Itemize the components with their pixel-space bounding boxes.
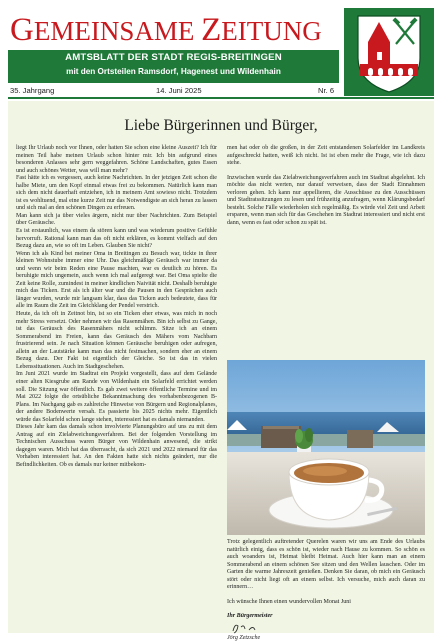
paragraph: Man kann sich ja über vieles ärgern, nicht nur über Nachrichten. Zum Beispiel über Geräusche. (16, 212, 217, 227)
town-crest-logo (344, 8, 434, 96)
subtitle-line-1: AMTSBLATT DER STADT REGIS-BREITINGEN (65, 52, 282, 63)
editorial-panel (8, 101, 434, 641)
issue-number: Nr. 6 (318, 86, 335, 95)
right-column-top (227, 145, 425, 227)
closing-line: Ich wünsche Ihnen einen wundervollen Monat Juni (227, 598, 351, 605)
subtitle-line-2: mit den Ortsteilen Ramsdorf, Hagenest und Wildenhain (66, 67, 281, 76)
coffee-cup-photo (227, 360, 425, 535)
right-column-bottom (227, 539, 425, 642)
masthead-subtitle-band (8, 50, 339, 83)
title-initial-g: G (10, 12, 34, 48)
signature-name: Jörg Zetzsche (227, 634, 261, 641)
editorial-headline: Liebe Bürgerinnen und Bürger, (124, 117, 318, 134)
paragraph: Fast hätte ich es vergessen, auch keine Nachrichten. In der jetzigen Zeit schon die halbe Miete, um den Kopf einmal etwas frei zu bekommen. Natürlich kann man sich dem nicht dauerhaft entziehen, ich in meinem Amt sowieso nicht. Trotzdem ist es wohltuend, mal eine kurze Zeit nur das Notwendigste an sich heran zu lassen und sich mal an den schönen Dingen zu erfreuen. (16, 175, 217, 212)
paragraph: Heute, da ich oft in Zeitnot bin, ist so ein Ticken eher etwas, was mich in noch mehr Stress versetzt. Oder nehmen wir das Rasenmähen. Bin ich selbst zu Gange, ist das Geräusch des Rasenmähers nicht schlimm. Sitze ich an einem Sommerabend im Freien, kann das Geräusch des Mähers vom Nachbarn frustrierend sein. Je nach Situation können Geräusche beruhigen oder aufregen, allein an der Lautstärke kann man das nicht festmachen, sondern eher an einem Bezug dazu. Der Fakt ist eigentlich der Gleiche. So ist das in vielen Lebenssituationen. Auch im Stadtgeschehen. (16, 311, 217, 370)
paragraph: liegt Ihr Urlaub noch vor Ihnen, oder hatten Sie schon eine kleine Auszeit? Ich für meinen Teil habe meinen Urlaub schon hinter mir. Ich bin aufgrund eines besonderen Anlasses sehr gern weggefahren. Schöne Landschaften, gutes Essen und auch schönes Wetter, was will man mehr? (16, 145, 217, 174)
paragraph: Es ist erstaunlich, was einem da stören kann und was wiederum positive Gefühle hervorruft. Rational kann man das oft nicht erklären, es kommt vielfach auf den Bezug dazu an, wie so oft im Leben. Glauben Sie nicht? (16, 228, 217, 250)
paragraph: Inzwischen wurde das Zielabweichungsverfahren auch im Stadtrat abgelehnt. Ich möchte das nicht werten, nur darauf verweisen, dass der Stadt Einnahmen verloren gehen. Ich kann nur appellieren, die Ausschüsse zu den Ausschüssen und Stadtratssitzungen zu lesen und frühzeitig anzufragen, wenn Klärungsbedarf besteht. Solche Fälle wiederholen sich regelmäßig. Es würde viel Zeit und Arbeit ersparen, wenn man sich für das Geschehen im Stadtrat interessiert und nicht erst dann, wenn es fast oder schon zu spät ist. (227, 174, 425, 226)
paragraph: men hat oder ob die großen, in der Zeit entstandenen Solarfelder im Landkreis aufgeschreckt hatten, weiß ich nicht. Ist ist eben mehr die Frage, wie ich dazu stehe. (227, 145, 425, 167)
title-initial-z: Z (201, 12, 222, 48)
paragraph: Wenn ich als Kind bei meiner Oma in Breitingen zu Besuch war, tickte in ihrer kleinen Wohnstube immer eine Uhr. Das gleichmäßige Geräusch war immer da und wenn wir beim Reden eine Pause machten, war es deutlich zu hören. Es beruhigte mich ungemein, auch wenn ich mal aufgeregt war. Bei Oma spielte die Zeit keine Rolle, zumindest in meiner kindlichen Naivität nicht. Deshalb beruhigte mich das Ticken. Erst als ich älter war und die Pausen in den Gesprächen auch länger wurden, wurde mir langsam klar, dass das Ticken auch bedeutete, dass für alle im Raum die Zeit im Gleichklang der Pendel verstrich. (16, 250, 217, 310)
signature-role: Ihr Bürgermeister (227, 613, 273, 620)
issue-date: 14. Juni 2025 (156, 86, 202, 95)
paragraph: Im Juni 2021 wurde im Stadtrat ein Projekt vorgestellt, dass auf dem Gelände einer alten Kiesgrube am Rande von Wildenhain ein Solarfeld errichtet werden soll. Die Sitzung war öffentlich. Es gab zwei weitere öffentliche Termine und im Mai 2022 folgte die ortsübliche Bekanntmachung des vorhabenbezogenen B-Plans. Im Nachgang gab es zahlreiche Hinweise von Bürgern und Regionalplanes, der andere Bodenwerte versah. Es passierte bis 2025 nichts mehr. Eigentlich würde das Solarfeld schon lange stehen, interessiert hat es damals niemanden. (16, 371, 217, 423)
masthead-divider (8, 97, 434, 99)
title-word-1: EMEINSAME (33, 16, 202, 46)
coat-of-arms-icon (344, 8, 434, 96)
coffee-photo-image (227, 360, 425, 535)
issue-volume: 35. Jahrgang (10, 86, 55, 95)
paragraph: Trotz gelegentlich auftretender Querelen waren wir uns am Ende des Urlaubs natürlich einig, dass es schön ist, wieder nach Hause zu kommen. So schön es auch woanders ist, Heimat bleibt Heimat. Auch hier kann man an einem Sommerabend an einem schönen See sitzen und den Wellen lauschen. Oder im Garten die warme Jahreszeit genießen. Denken Sie daran, ob mich ein Geräusch stört oder nicht liegt oft an einem selbst. Ich versuche, mich auch daran zu erinnern… (227, 539, 425, 591)
masthead-title (10, 14, 335, 47)
title-word-2: EITUNG (221, 16, 322, 46)
left-column (16, 145, 217, 470)
paragraph: Dieses Jahr kam das damals schon involvierte Planungsbüro auf uns zu mit dem Antrag auf ein Zielabweichungsverfahren. Bei der folgenden Vorstellung im Technischen Ausschuss waren Bürger von Wildenhain anwesend, die strikt dagegen waren. Mich hat das überrascht, da sich 2021 und 2022 niemand für das Vorhaben interessiert hat. An den Fakten hatte sich nichts geändert, nur die Befindlichkeiten. Ob es damals nur keiner mitbekom- (16, 424, 217, 468)
